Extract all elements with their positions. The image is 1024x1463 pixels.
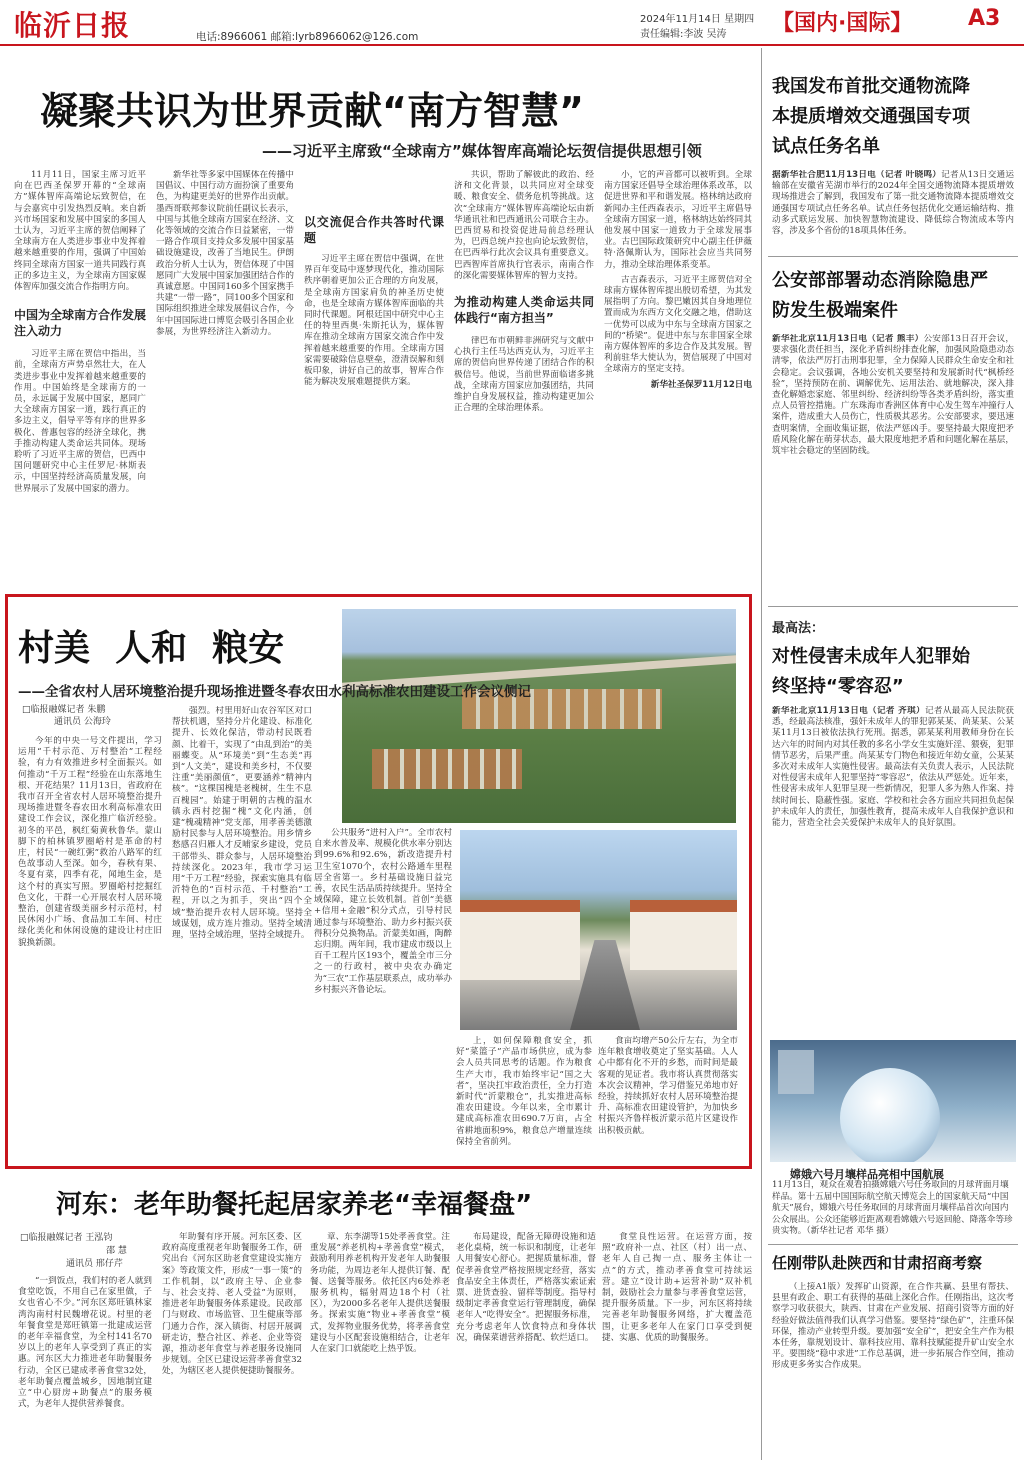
moon-sample-dome <box>840 1068 940 1162</box>
feature-subtitle: ——全省农村人居环境整治提升现场推进暨冬春农田水利高标准农田建设工作会议侧记 <box>18 684 531 700</box>
bottom-col-5: 食堂良性运营。在运营方面，按照“政府补一点、社区（村）出一点、老年人自己掏一点、服务主体让一点”的方式，推动孝善食堂可持续运营。建立“设计助+运营补助”双补机制，鼓励社会力量参与孝善食堂运营，提升服务质量。下一步，河东区将持续完善老年助餐服务网络，扩大覆盖范围，让更多老年人在家门口享受到便捷、实惠、优质的助餐服务。 <box>602 1232 752 1343</box>
bottom-headline: 河东：老年助餐托起居家养老“幸福餐盘” <box>56 1190 533 1220</box>
feature-col-2: 强烈。村里用好山农谷军区对口帮扶机遇，坚持分片化建设、标准化提升、长效化保洁，带动村民既看颜、比着干，实现了“由乱到治”的美丽蝶变。从“环境美”到“生态美”再到“人文美”，建设和美乡村，不仅要注重“美丽颜值”，更要涵养“精神内核”。“这棵国槐是老槐树，生生不息百槐园”。始建于明朝的古槐的温水镇永西村挖掘“槐”文化内涵，创建“槐魂精神”党支部，用孝善美德激励村民参与人居环境整治。用乡情乡愁感召归雁人才反哺家乡建设，党员干部带头、群众参与，人居环境整治持续深化。2023年，我市学习运用“千万工程”经验，探索实施具有临沂特色的“百村示范、千村整治”工程，开以之为抓手，突出“四个全域”整治提升农村人居环境。坚持全域谋划，成方连片推动。坚持全域清理，坚持全域治理，坚持全域提升。 <box>172 706 312 941</box>
right-story-1-dateline: 据新华社合肥11月13日电（记者 叶晓鸣） <box>772 170 942 180</box>
right-story-3-text: 记者从最高人民法院获悉，经最高法核准，强奸未成年人的罪犯郭某某、尚某某、公某某11月13日被依法执行死刑。据悉，郭某某利用教师身份在长达六年的时间内对其任教的多名小学女生实施奸淫、猥亵，犯罪情节恶劣，后果严重。尚某某专门物色和接近年幼女童，公某某多次对未成年人实施性侵害。最高法有关负责人表示，人民法院对性侵害未成年人犯罪坚持“零容忍”，依法从严惩处。近年来，性侵害未成年人犯罪呈现一些新情况，犯罪人多为熟人作案、持续时间长、隐蔽性强。家庭、学校和社会各方面应共同担负起保护未成年人的责任，加强性教育，提高未成年人自我保护意识和能力，营造全社会关爱保护未成年人的良好氛围。 <box>772 706 1014 829</box>
contact-info: 电话:8966061 邮箱:lyrb8966062@126.com <box>196 31 419 43</box>
feature-col-1: 今年的中央一号文件提出，学习运用“千村示范、万村整治”工程经验，有力有效推进乡村全面振兴。如何推动“千万工程”经验在山东落地生根、开花结果？11月13日，省政府在我市召开全省农村人居环境整治提升现场推进暨冬春农田水利高标准农田建设工作会议，深化推广临沂经验。初冬的平邑，枫红菊黄秋鲁华。蒙山脚下的柏林镇罗圈峪村是革命的村庄，村民“一碗红粥”救治八路军的红色故事动人至深。如今，春秋有果、冬夏有菜，四季有花，闻地生金，是这个村的真实写照。罗圈峪村挖掘红色文化，干群一心开展农村人居环境整治，创建省级美丽乡村示范村，村民休闲小广场、食品加工车间、村庄绿化美化和休闲设施的建设让村庄旧貌换新颜。 <box>18 736 162 948</box>
feature-title: 村美 人和 粮安 <box>18 628 285 669</box>
lead-kicker-1: 中国为全球南方合作发展注入动力 <box>14 308 146 339</box>
feature-photo-caption: 公共服务“进村入户”。全市农村自来水普及率、规模化供水率分别达到99.6%和92.6%，新改造提升村卫生室1070个，农村公路通车里程居全省第一。乡村基础设施日益完善，农民生活品质持续提升。坚持全域保障，建立长效机制。首创“美德+信用+金融”积分式点，引导村民通过参与环境整治、助力乡村振兴获得积分兑换物品。沂蒙美如画，陶醉忘归期。两年间，我市建成市级以上百千工程片区193个，覆盖全市三分之一的行政村，被中央农办确定为“三农”工作基层联系点，成功举办乡村振兴齐鲁论坛。 <box>314 828 452 995</box>
lead-dateline-end: 新华社圣保罗11月12日电 <box>650 379 752 390</box>
feature-col-4: 食亩均增产50公斤左右，为全市连年粮食增收奠定了坚实基础。人人心中都有化不开的乡愁，而时间是最客观的见证者。我市将认真贯彻落实本次会议精神，学习借鉴兄弟地市好经验，持续抓好农村人居环境整治提升、高标准农田建设管护，为加快乡村振兴齐鲁样板沂蒙示范片区建设作出积极贡献。 <box>598 1036 738 1136</box>
exhibit-panel <box>778 1050 814 1094</box>
bottom-col-3: 章、东李湖等15处孝善食堂。注重发展“养老机构+孝善食堂”模式，鼓励利用养老机构开发老年人助餐服务功能，为周边老年人提供订餐、配餐、送餐等服务。依托区内6处养老服务机构，辐射周边18个村（社区），为2000多名老年人提供送餐服务。探索实施“物业+孝善食堂”模式，发挥物业服务优势，将孝善食堂建设与小区配套设施相结合，让老年人在家门口就能吃上热乎饭。 <box>310 1232 450 1355</box>
masthead <box>0 0 1024 46</box>
lead-col-1-text: 11月11日，国家主席习近平向在巴西圣保罗开幕的“全球南方”媒体智库高端论坛致贺信，在与会嘉宾中引发热烈反响。来自新兴市场国家和发展中国家的多国人士认为，习近平主席的贺信阐释了全球南方在人类进步事业中发挥着越来越重要的作用，强调了中国始终同全球南方国家一道共同践行真正的多边主义，为全球南方国家媒体智库加强交流合作指明方向。 <box>14 170 146 293</box>
lead-col-4-text: 共识，帮助了解彼此的政治、经济和文化背景，以共同应对全球变暖、粮食安全、债务危机等挑战。这次“全球南方”媒体智库高端论坛由新华通讯社和巴西通讯公司联合主办。巴西贸易和投资促进局前总经理认为，巴西总统卢拉也向论坛致贺信，在巴西举行此次会议具有重要意义。巴西智库首席执行官表示，南南合作的深化需要媒体智库的智力支持。 <box>454 170 594 281</box>
editor: 责任编辑:李波 吴涛 <box>640 29 727 40</box>
right-story-2-text: 公安部13日召开会议，要求强化责任担当，深化矛盾纠纷排查化解，加强风险隐患动态清零，依法严厉打击刑事犯罪，全力保障人民群众生命安全和社会稳定。会议强调，各地公安机关要坚持和发展新时代“枫桥经验”，坚持预防在前、调解优先、运用法治、就地解决，深入排查化解婚恋家庭、邻里纠纷、经济纠纷等各类矛盾纠纷，落实重点人员管控措施。广东珠海市香洲区体育中心发生驾车冲撞行人案件，造成重大人员伤亡，性质极其恶劣。公安部要求，要迅速查明案情，全面收集证据，依法严惩凶手。要坚持最大限度把矛盾风险化解在萌芽状态，最大限度地把矛盾和问题化解在基层，筑牢社会稳定的坚固防线。 <box>772 334 1014 457</box>
village-aerial-photo <box>342 609 736 823</box>
right-story-4-body: （上接A1版）发挥矿山资源，在合作共赢、县里有帮扶、县里有政企、职工有获得的基础上深化合作。任刚指出，这次考察学习收获很大，陕西、甘肃在产业发展、招商引资等方面的好经验好做法值得我们认真学习借鉴。要坚持“绿色矿”，注重环保环保，推动产业转型升级。要加强“安全矿”，把安全生产作为根本任务，靠规划设计、靠科技应用、靠科技赋能提升矿山安全水平。要围绕“稳中求进”工作总基调，进一步拓展合作空间，推动形成更多务实合作成果。 <box>772 1282 1014 1371</box>
newspaper-logo: 临沂日报 <box>14 9 131 42</box>
right-story-2-dateline: 新华社北京11月13日电（记者 熊丰） <box>772 334 924 344</box>
bottom-byline-2: 邵 慧 <box>106 1246 127 1256</box>
bottom-byline-3: 通讯员 邢仔芹 <box>66 1259 123 1269</box>
bottom-col-2: 年助餐有序开展。河东区委、区政府高度重视老年助餐服务工作，研究出台《河东区助老食堂建设实施方案》等政策文件，形成“一事一策”的工作机制，以“政府主导、企业参与、社会支持、老人受益”为原则，推进老年助餐服务体系建设。民政部门与财政、市场监管、卫生健康等部门通力合作，深入镇街、村居开展调研走访，整合社区、养老、企业等资源，推动老年食堂与养老服务设施同步规划。全区已建设运营孝善食堂32处，为辖区老人提供便捷助餐服务。 <box>162 1232 302 1377</box>
lead-col-5-text: 小，它的声音都可以被听到。全球南方国家还倡导全球治理体系改革，以促进世界和平和谐发展。格林纳达政府新闻办主任西森表示，习近平主席倡导全球南方国家一道，格林纳达始终同其他发展中国家一道致力于全球发展事业。古巴国际政策研究中心副主任伊薇特·洛佩斯认为，国际社会应当共同努力，推动全球治理体系变革。 <box>604 170 752 270</box>
right-story-1-title: 我国发布首批交通物流降本提质增效交通强国专项试点任务名单 <box>772 76 970 157</box>
lead-col-5 <box>604 170 752 582</box>
right-story-1-body <box>772 170 1014 250</box>
roadside-house-right <box>630 900 737 970</box>
issue-date: 2024年11月14日 星期四 <box>640 14 755 25</box>
bottom-col-4: 布局建设，配备无障碍设施和适老化桌椅，统一标识和制度，让老年人用餐安心舒心。把握质量标准，督促孝善食堂严格按照规定经营，落实食品安全主体责任，严格落实索证索票、进货查验、留样等制度。指导村级制定孝善食堂运行管理制度，确保老年人“吃得安全”。把握服务标准，充分考虑老年人饮食特点和身体状况，确保菜谱营养搭配、软烂适口。 <box>456 1232 596 1343</box>
roadside-house-left <box>460 900 580 980</box>
village-road-photo <box>460 830 737 1030</box>
lead-col-3 <box>304 170 444 582</box>
feature-byline-1: □临报融媒记者 朱鹏 <box>22 705 106 715</box>
lead-col-4 <box>454 170 594 582</box>
lead-col-4b-text: 律巴布市朝鲜非洲研究与文献中心执行主任马达西克认为，习近平主席的贺信向世界传递了团结合作的积极信号。他说，当前世界面临诸多挑战，全球南方国家应加强团结，共同维护自身发展权益，推动构建更加公正合理的全球治理体系。 <box>454 336 594 414</box>
lead-col-5b-text: 古吉森表示，习近平主席贺信对全球南方媒体智库提出殷切希望，为其发展指明了方向。黎巴嫩因其自身地理位置而成为东西方文化交融之地，借助这一优势可以成为中东与全球南方国家之间的“桥梁”。促进中东与东非国家全球南方媒体智库的多边合作及其发展。智利前驻华大使认为，贺信展现了中国对全球南方的坚定支持。 <box>604 274 752 375</box>
right-story-3-dateline: 新华社北京11月13日电（记者 齐琪） <box>772 706 925 716</box>
bottom-byline-1: □临报融媒记者 王泓钧 <box>20 1233 113 1243</box>
right-story-2-body <box>772 334 1014 596</box>
section-name: 【国内·国际】 <box>772 11 913 36</box>
lead-subtitle: ——习近平主席致“全球南方”媒体智库高端论坛贺信提供思想引领 <box>262 142 702 160</box>
feature-col-3: 上，如何保障粮食安全，抓好“菜篮子”产品市场供应，成为参会人员共同思考的话题。作为粮食生产大市，我市始终牢记“国之大者”，坚决扛牢政治责任，全力打造新时代“沂蒙粮仓”，扎实推进高标准农田建设。今年以来，全市累计建成高标准农田690.7万亩，占全省耕地面积9%，粮食总产增量连续保持全省前列。 <box>456 1036 592 1147</box>
village-houses-2 <box>372 749 522 789</box>
lead-col-1b-text: 习近平主席在贺信中指出，当前，全球南方声势卓然壮大，在人类进步事业中发挥着越来越重要的作用。中国始终是全球南方的一员，永远属于发展中国家，愿同广大全球南方国家一道，践行真正的多边主义，倡导平等有序的世界多极化、普惠包容的经济全球化，携手推动构建人类命运共同体。现场聆听了习近平主席的贺信，巴西中国问题研究中心主任罗尼·林斯表示，中国坚持经济高质量发展，向世界展示了发展中国家的潜力。 <box>14 349 146 494</box>
right-photo-caption-title: 嫦娥六号月壤样品亮相中国航展 <box>790 1168 944 1181</box>
lead-col-1 <box>14 170 146 582</box>
change6-exhibit-photo <box>770 1040 1016 1162</box>
right-story-3-kicker: 最高法： <box>772 621 825 636</box>
right-story-4-title: 任刚带队赴陕西和甘肃招商考察 <box>772 1254 983 1272</box>
lead-headline: 凝聚共识为世界贡献“南方智慧” <box>40 89 584 133</box>
lead-kicker-2: 以交流促合作共答时代课题 <box>304 215 444 245</box>
right-story-3-body <box>772 706 1014 1028</box>
lead-kicker-3: 为推动构建人类命运共同体践行“南方担当” <box>454 295 594 326</box>
page-number: A3 <box>968 6 1001 31</box>
feature-byline-2: 通讯员 公海玲 <box>54 717 111 727</box>
right-story-3-title: 对性侵害未成年人犯罪始终坚持“零容忍” <box>772 646 970 697</box>
issue-date-editor <box>640 12 754 42</box>
right-story-1-text: 记者从13日交通运输部在安徽省芜湖市举行的2024年全国交通物流降本提质增效现场推进会了解到，我国发布了第一批交通物流降本提质增效交通强国专项试点任务名单。试点任务包括优化交通运输结构、推动多式联运发展、加快智慧物流建设、降低综合物流成本等内容，涉及多个省份的18项具体任务。 <box>772 170 1014 237</box>
right-story-2-title: 公安部部署动态消除隐患严防发生极端案件 <box>772 270 988 321</box>
lead-col-3-text: 习近平主席在贺信中强调，在世界百年变局中逐梦现代化，推动国际秩序朝着更加公正合理的方向发展，是全球南方国家肩负的神圣历史使命，也是全球南方媒体智库面临的共同时代课题。阿根廷国中研究中心主任的特里西奥·朱斯托认为，媒体智库在推动全球南方国家交流合作中发挥着越来越重要的作用。全球南方国家需要破除信息壁垒，澄清误解和刻板印象，讲好自己的故事，智库合作能为解决发展难题提供方案。 <box>304 254 444 388</box>
lead-col-2: 新华社等多家中国媒体在传播中国倡议、中国行动方面扮演了重要角色，为构建更美好的世界作出贡献。墨西哥联邦参议院前任副议长表示，中国与其他全球南方国家在经济、文化等领域的交流合作日益紧密，一带一路合作项目支持众多发展中国家基础设施建设，改善了当地民生。伊朗政治分析人士认为，贺信体现了中国愿同广大发展中国家加强团结合作的真诚意愿。中国同160多个国家携手共建“一带一路”，同100多个国家和国际组织推进全球发展倡议合作，今年中国国际进口博览会吸引各国企业参展，为世界经济注入新动力。 <box>156 170 294 337</box>
bottom-col-1: “一到饭点，我们村的老人就到食堂吃饭，不用自己在家里做，子女也省心不少。”河东区郑旺镇林家湾沟南村村民魏增花说。村里的老年餐食堂是郑旺镇第一批建成运营的老年幸福食堂，为全村141名70岁以上的老年人享受到了真正的实惠。河东区大力推进老年助餐服务行动，全区已建成孝善食堂32处，老年助餐点覆盖城乡，因地制宜建立“中心厨房+助餐点”的服务模式，为老年人提供营养餐食。 <box>18 1276 152 1410</box>
right-photo-caption-text: 11月13日，观众在观看拍摄嫦娥六号任务取回的月球背面月壤样品。第十五届中国国际航空航天博览会上的国家航天局“中国航天”展台，嫦娥六号任务取回的月球背面月壤样品首次向国内公众展出。公众还能够近距离观看嫦娥六号返回舱、降落伞等珍贵实物。（新华社记者 邓华 摄） <box>772 1180 1013 1236</box>
